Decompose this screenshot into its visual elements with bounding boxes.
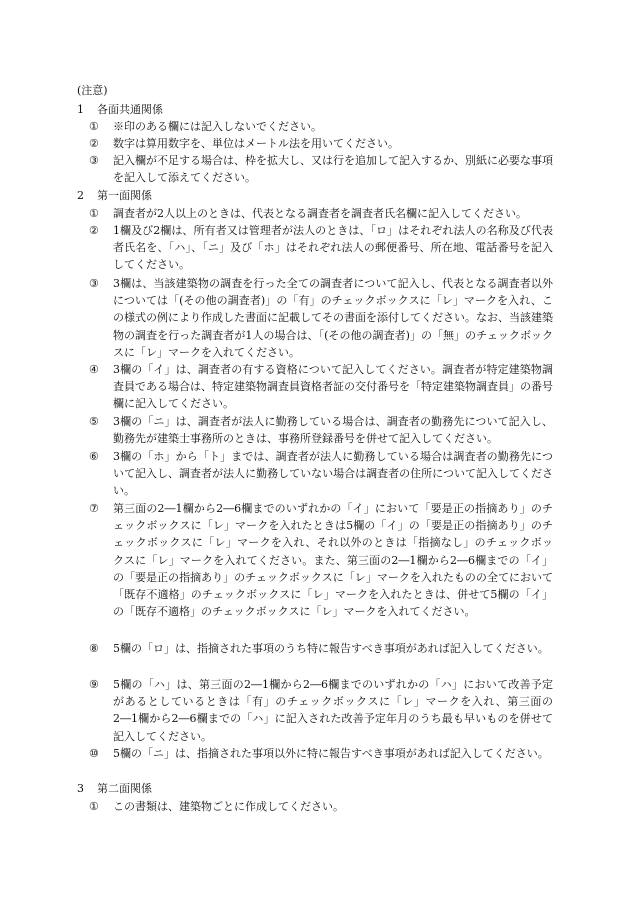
note-item: ※印のある欄には記入しないでください。 xyxy=(113,120,322,133)
item-marker: ① xyxy=(89,120,99,133)
note-item: 第三面の2―1欄から2―6欄までのいずれかの「イ」において「要是正の指摘あり」のチェックボックスに「レ」マークを入れたときは5欄の「イ」の「要是正の指摘あり」のチェックボックスに「レ」マークを入れ、それ以外のときは「指摘なし」のチェックボックスに「レ」マークを入れてください。また、第三面の2―1欄から2―6欄までの「イ」の「要是正の指摘あり」のチェックボックスに「レ」マークを入れたものの全てにおいて「既存不適格」のチェックボックスに「レ」マークを入れたときは、併せて5欄の「イ」の「既存不適格」のチェックボックスに「レ」マークを入れてください。 xyxy=(113,502,553,619)
item-marker: ① xyxy=(89,800,99,813)
note-item: この書類は、建築物ごとに作成してください。 xyxy=(113,800,344,813)
item-marker: ② xyxy=(89,224,99,237)
item-marker: ⑨ xyxy=(89,678,99,691)
item-marker: ① xyxy=(89,207,99,220)
section-2-number: 2 xyxy=(77,189,84,202)
section-3-number: 3 xyxy=(77,782,84,795)
item-marker: ⑩ xyxy=(89,747,99,760)
item-marker: ⑥ xyxy=(89,450,99,463)
note-item: 調査者が2人以上のときは、代表となる調査者を調査者氏名欄に記入してください。 xyxy=(113,207,527,220)
note-item: 3欄の「ホ」から「ト」までは、調査者が法人に勤務している場合は調査者の勤務先について記入し、調査者が法人に勤務していない場合は調査者の住所について記入してください。 xyxy=(113,450,553,498)
item-marker: ⑤ xyxy=(89,415,99,428)
item-marker: ⑦ xyxy=(89,502,99,515)
note-item: 3欄の「ニ」は、調査者が法人に勤務している場合は、調査者の勤務先について記入し、勤務先が建築士事務所のときは、事務所登録番号を併せて記入してください。 xyxy=(113,415,553,446)
section-2-title: 第一面関係 xyxy=(97,189,152,202)
item-marker: ③ xyxy=(89,277,99,290)
item-marker: ② xyxy=(89,137,99,150)
note-item: 5欄の「ニ」は、指摘された事項以外に特に報告すべき事項があれば記入してください。 xyxy=(113,747,549,760)
note-item: 3欄の「イ」は、調査者の有する資格について記入してください。調査者が特定建築物調査員である場合は、特定建築物調査員資格者証の交付番号を「特定建築物調査員」の番号欄に記入してください。 xyxy=(113,363,553,411)
item-marker: ④ xyxy=(89,363,99,376)
item-marker: ③ xyxy=(89,154,99,167)
note-item: 3欄は、当該建築物の調査を行った全ての調査者について記入し、代表となる調査者以外については「(その他の調査者)」の「有」のチェックボックスに「レ」マークを入れ、この様式の例により作成した書面に記載してその書面を添付してください。なお、当該建築物の調査を行った調査者が1人の場合は、「(その他の調査者)」の「無」のチェックボックスに「レ」マークを入れてください。 xyxy=(113,277,553,359)
note-item: 記入欄が不足する場合は、枠を拡大し、又は行を追加して記入するか、別紙に必要な事項を記入して添えてください。 xyxy=(113,154,553,185)
note-item: 1欄及び2欄は、所有者又は管理者が法人のときは、「ロ」はそれぞれ法人の名称及び代表者氏名を、「ハ」、「ニ」及び「ホ」はそれぞれ法人の郵便番号、所在地、電話番号を記入してください。 xyxy=(113,224,553,272)
item-marker: ⑧ xyxy=(89,642,99,655)
note-item: 数字は算用数字を、単位はメートル法を用いてください。 xyxy=(113,137,399,150)
section-1-title: 各面共通関係 xyxy=(97,103,163,116)
section-1-number: 1 xyxy=(77,103,84,116)
note-title: (注意) xyxy=(77,84,108,97)
note-item: 5欄の「ハ」は、第三面の2―1欄から2―6欄までのいずれかの「ハ」において改善予定があるとしているときは「有」のチェックボックスに「レ」マークを入れ、第三面の2―1欄から2―6欄までの「ハ」に記入された改善予定年月のうち最も早いものを併せて記入してください。 xyxy=(113,678,553,743)
note-item: 5欄の「ロ」は、指摘された事項のうち特に報告すべき事項があれば記入してください。 xyxy=(113,642,549,655)
section-3-title: 第二面関係 xyxy=(97,782,152,795)
